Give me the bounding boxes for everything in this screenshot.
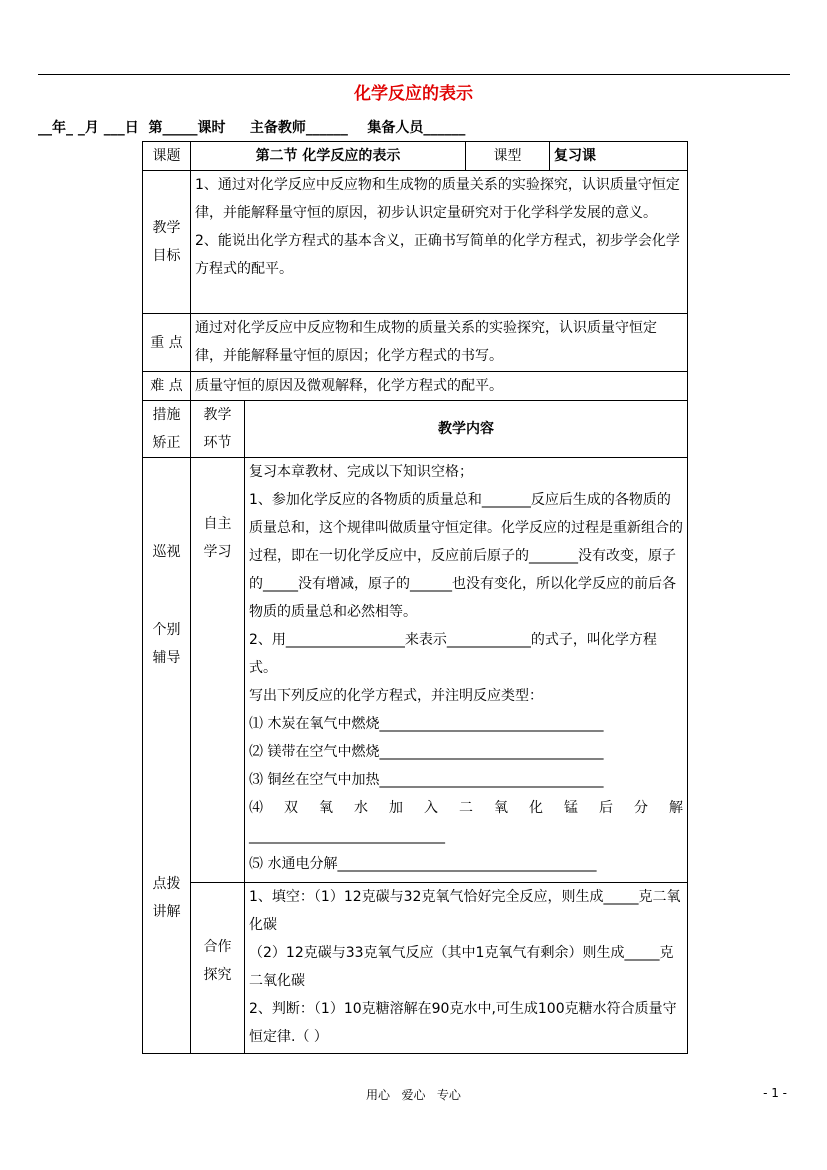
label-self-study: 自主 学习: [191, 458, 245, 883]
coop-content: 1、填空：（1）12克碳与32克氧气恰好完全反应，则生成_____克二氧化碳 （2）12克碳与33克氧气反应（其中1克氧气有剩余）则生成_____克二氧化碳 2、判断：（1）10克糖溶解在90克水中,可生成100克糖水符合质量守恒定律.（ ）: [245, 883, 688, 1054]
self-study-content: 复习本章教材、完成以下知识空格； 1、参加化学反应的各物质的质量总和_______反应后生成的各物质的质量总和，这个规律叫做质量守恒定律。化学反应的过程是重新组合的过程，即在一切化学反应中，反应前后原子的_______没有改变，原子的_____没有增减，原子的______也没有变化，所以化学反应的前后各物质的质量总和必然相等。 2、用_________________来表示____________的式子，叫化学方程式。 写出下列反应的化学方程式，并注明反应类型： ⑴ 木炭在氧气中燃烧________________________________ ⑵ 镁带在空气中燃烧________________________________ ⑶ 铜丝在空气中加热________________________________ ⑷ 双 氧 水 加 入 二 氧 化 锰 后 分 解 ____________________________ ⑸ 水通电分解_____________________________________: [245, 458, 688, 883]
meta-line: __年_ _月 ___日 第_____课时 主备教师______ 集备人员______: [38, 120, 466, 136]
header-stage: 教学 环节: [191, 401, 245, 458]
row-self-study: [143, 458, 688, 883]
label-key: 重 点: [143, 314, 191, 372]
label-type: 课型: [466, 142, 550, 171]
row-topic: [143, 142, 688, 171]
header-measures: 措施 矫正: [143, 401, 191, 458]
difficult-content: 质量守恒的原因及微观解释，化学方程式的配平。: [191, 372, 688, 401]
row-difficult: [143, 372, 688, 401]
lesson-plan-table: [142, 141, 688, 1054]
footer-text: 用心 爱心 专心: [366, 1088, 461, 1102]
row-header: [143, 401, 688, 458]
header-content: 教学内容: [245, 401, 688, 458]
type-value: 复习课: [550, 142, 688, 171]
key-content: 通过对化学反应中反应物和生成物的质量关系的实验探究，认识质量守恒定律，并能解释量守恒的原因；化学方程式的书写。: [191, 314, 688, 372]
label-coop: 合作 探究: [191, 883, 245, 1054]
row-coop: [143, 883, 688, 1054]
label-topic: 课题: [143, 142, 191, 171]
label-difficult: 难 点: [143, 372, 191, 401]
objective-1: 1、通过对化学反应中反应物和生成物的质量关系的实验探究，认识质量守恒定律，并能解释量守恒的原因，初步认识定量研究对于化学科学发展的意义。: [195, 177, 680, 221]
objective-2: 2、能说出化学方程式的基本含义，正确书写简单的化学方程式，初步学会化学方程式的配平。: [195, 233, 680, 277]
top-rule: [38, 74, 790, 75]
measures-cell: 巡视 个别 辅导 点拨 讲解: [143, 458, 191, 1054]
page-number: - 1 -: [763, 1086, 787, 1100]
row-key: [143, 314, 688, 372]
label-objectives: 教学 目标: [143, 171, 191, 314]
objectives-content: [191, 171, 688, 314]
page-title: 化学反应的表示: [354, 84, 473, 104]
topic-value: 第二节 化学反应的表示: [191, 142, 466, 171]
row-objectives: [143, 171, 688, 314]
